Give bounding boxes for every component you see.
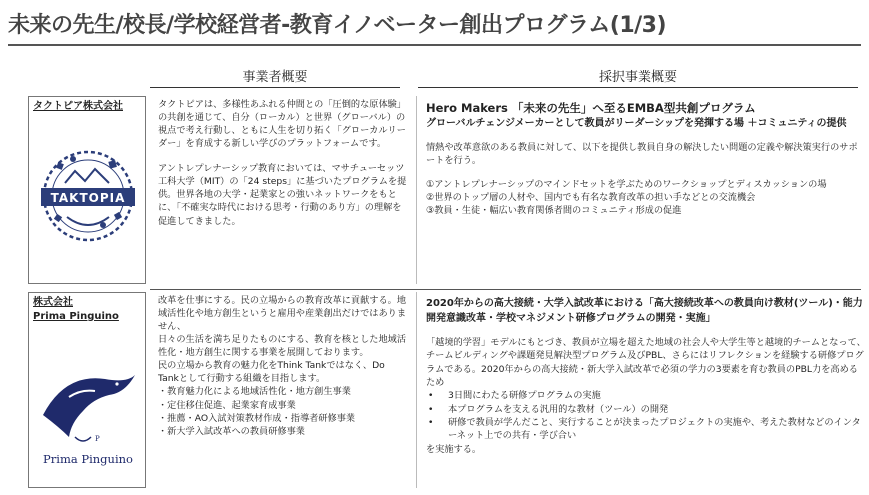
adopted-project-body: 情熱や改革意欲のある教員に対して、以下を提供し教員自身の解決したい問題の定義や解決策実行のサポートを行う。	[426, 142, 858, 167]
column-header-adopted-project: 採択事業概要	[598, 70, 677, 85]
taktopia-logo-text: TAKTOPIA	[50, 191, 126, 205]
column-header-rule-left	[150, 87, 400, 88]
adopted-project-subtitle: グローバルチェンジメーカーとして教員がリーダーシップを発揮する場 ＋コミュニティの提供	[426, 118, 847, 130]
taktopia-logo	[35, 141, 139, 251]
description-item: ・定住移住促進、起業家育成事業	[158, 399, 296, 411]
prima-pinguino-logo-text: Prima Pinguino	[43, 452, 133, 466]
description-paragraph: 民の立場から教育の魅力化をThink Tankではなく、Do Tankとして行動する組織を目指します。	[158, 360, 385, 385]
adopted-project-item: ③教員・生徒・幅広い教育関係者間のコミュニティ形成の促進	[426, 205, 682, 217]
column-separator	[416, 292, 417, 488]
adopted-project-bullet: • 研修で教員が学んだこと、実行することが決まったプロジェクトの実施や、考えた教材などのインターネット上での共有・学び合い	[428, 417, 861, 442]
company-card-prima-pinguino	[28, 292, 146, 488]
company-name-line2: Prima Pinguino	[33, 310, 119, 322]
adopted-project-title: 2020年からの高大接続・大学入試改革における「高大接続改革への教員向け教材(ツール)・能力開発意識改革・学校マネジメント研修プログラムの開発・実施」	[426, 298, 863, 324]
adopted-project-item: ②世界のトップ層の人材や、国内でも有名な教育改革の担い手などとの交流機会	[426, 192, 756, 204]
adopted-project-tail: を実施する。	[426, 443, 482, 455]
column-header-company-overview: 事業者概要	[242, 70, 308, 85]
company-description-taktopia	[158, 98, 408, 228]
description-paragraph: 改革を仕事にする。民の立場からの教育改革に貢献する。地域活性化や地方創生というと雇用や産業創出だけではありません、	[158, 295, 407, 333]
adopted-project-body: 「越境的学習」モデルにもとづき、教員が立場を超えた地域の社会人や大学生等と越境的チームとなって、チームビルディングや課題発見解決型プログラム及びPBL、さらにはリフレクションを経験する研修プログラムである。2020年からの高大接続・新大学入試改革で必須の学力の3要素を育む教員のPBL力を高めるため	[426, 337, 866, 389]
adopted-project-prima-pinguino	[426, 296, 866, 456]
description-paragraph: 日々の生活を満ち足りたものにする、教育を核とした地域活性化・地方創生に関する事業を展開しております。	[158, 334, 407, 359]
row-divider	[150, 289, 861, 290]
company-description-prima-pinguino	[158, 294, 408, 438]
prima-pinguino-logo	[35, 353, 139, 481]
description-item: ・推薦・AO入試対策教材作成・指導者研修事業	[158, 412, 356, 424]
title-divider	[8, 44, 861, 46]
adopted-project-bullet: • 3日間にわたる研修プログラムの実施	[428, 390, 601, 402]
description-item: ・教育魅力化による地域活性化・地方創生事業	[158, 386, 351, 398]
adopted-project-item: ①アントレプレナーシップのマインドセットを学ぶためのワークショップとディスカッションの場	[426, 178, 827, 190]
page-title: 未来の先生/校長/学校経営者-教育イノベーター創出プログラム(1/3)	[8, 13, 667, 38]
column-separator	[416, 96, 417, 284]
company-name	[33, 296, 141, 323]
svg-text:P: P	[95, 435, 100, 443]
company-name: タクトピア株式会社	[33, 101, 123, 112]
description-item: ・新大学入試改革への教員研修事業	[158, 425, 305, 437]
description-paragraph: タクトピアは、多様性あふれる仲間との「圧倒的な原体験」の共創を通じて、自分（ローカル）と世界（グローバル）の視点で考え行動し、ともに人生を切り拓く「グローカルリーダー」を育成する新しい学びのプラットフォームです。	[158, 99, 407, 150]
column-header-rule-right	[418, 87, 858, 88]
company-name-line1: 株式会社	[33, 297, 73, 308]
company-row-taktopia	[8, 96, 861, 284]
company-card-taktopia	[28, 96, 146, 284]
description-paragraph: アントレプレナーシップ教育においては、マサチューセッツ工科大学（MIT）の「24 steps」に基づいたプログラムを提供。世界各地の大学・起業家との強いネットワークをもとに、「不確実な時代における思考・行動のあり方」の理解を促進してきました。	[158, 163, 407, 227]
adopted-project-taktopia	[426, 100, 866, 218]
company-row-prima-pinguino	[8, 292, 866, 488]
adopted-project-title: Hero Makers 「未来の先生」へ至るEMBA型共創プログラム	[426, 101, 756, 115]
adopted-project-bullet: • 本プログラムを支える汎用的な教材（ツール）の開発	[428, 403, 669, 415]
